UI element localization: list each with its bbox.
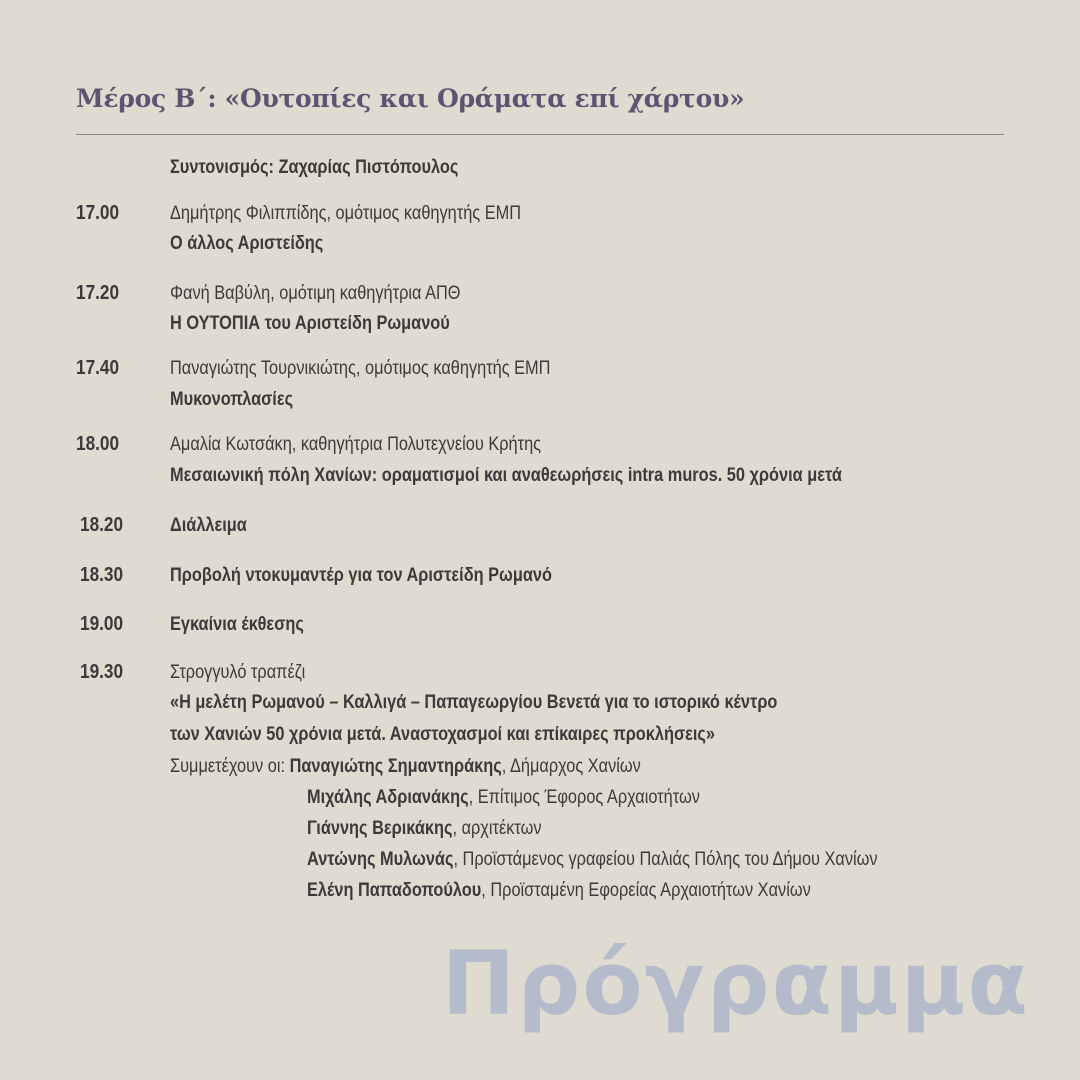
session-time: 17.00: [76, 202, 120, 224]
title-divider: [76, 134, 1004, 135]
participant-row: [307, 880, 811, 902]
event-time: 18.20: [80, 514, 124, 536]
participant-name: Γιάννης Βερικάκης: [307, 818, 453, 839]
session-time: 17.20: [76, 282, 120, 304]
speaker-affiliation: , ομότιμος καθηγητής ΕΜΠ: [326, 203, 522, 224]
speaker-name: Αμαλία Κωτσάκη: [170, 434, 292, 455]
participant-name: Ελένη Παπαδοπούλου: [307, 880, 482, 901]
speaker-affiliation: , ομότιμη καθηγήτρια ΑΠΘ: [270, 283, 461, 304]
event-label: Προβολή ντοκυμαντέρ για τον Αριστείδη Ρωμανό: [170, 565, 552, 586]
participant-row: [307, 787, 700, 809]
speaker-name: Φανή Βαβύλη: [170, 283, 271, 304]
session-speaker-line: [170, 203, 521, 225]
speaker-name: Δημήτρης Φιλιππίδης: [170, 203, 327, 224]
participant-row: [170, 756, 641, 778]
event-time: 19.00: [80, 613, 124, 635]
participant-role: , Επίτιμος Έφορος Αρχαιοτήτων: [468, 787, 700, 808]
participant-name: Μιχάλης Αδριανάκης: [307, 787, 469, 808]
session-speaker-line: [170, 434, 541, 456]
roundtable-heading: Στρογγυλό τραπέζι: [170, 662, 306, 683]
participant-row: [307, 818, 542, 840]
moderation-line: Συντονισμός: Ζαχαρίας Πιστόπουλος: [170, 157, 459, 178]
talk-title: Μεσαιωνική πόλη Χανίων: οραματισμοί και αναθεωρήσεις intra muros. 50 χρόνια μετά: [170, 465, 842, 486]
participant-role: , αρχιτέκτων: [452, 818, 542, 839]
talk-title: Η ΟΥΤΟΠΙΑ του Αριστείδη Ρωμανού: [170, 313, 450, 334]
roundtable-title-line-2: των Χανιών 50 χρόνια μετά. Αναστοχασμοί και επίκαιρες προκλήσεις»: [170, 724, 716, 745]
speaker-name: Παναγιώτης Τουρνικιώτης: [170, 358, 356, 379]
talk-title: Μυκονοπλασίες: [170, 389, 294, 410]
session-time: 17.40: [76, 357, 120, 379]
participant-name: Αντώνης Μυλωνάς: [307, 849, 454, 870]
participant-role: , Δήμαρχος Χανίων: [501, 756, 641, 777]
participant-name: Παναγιώτης Σημαντηράκης: [289, 756, 502, 777]
page-title: Μέρος Β΄: «Ουτοπίες και Οράματα επί χάρτου»: [76, 84, 745, 113]
participant-role: , Προϊσταμένη Εφορείας Αρχαιοτήτων Χανίων: [481, 880, 811, 901]
session-speaker-line: [170, 283, 461, 305]
programme-watermark: Πρόγραμμα: [441, 932, 1030, 1035]
speaker-affiliation: , καθηγήτρια Πολυτεχνείου Κρήτης: [291, 434, 542, 455]
roundtable-title-line-1: «Η μελέτη Ρωμανού – Καλλιγά – Παπαγεωργίου Βενετά για το ιστορικό κέντρο: [170, 692, 778, 713]
talk-title: Ο άλλος Αριστείδης: [170, 233, 324, 254]
event-time: 18.30: [80, 564, 124, 586]
session-speaker-line: [170, 358, 550, 380]
session-time: 18.00: [76, 433, 120, 455]
participant-row: [307, 849, 878, 871]
speaker-affiliation: , ομότιμος καθηγητής ΕΜΠ: [355, 358, 551, 379]
event-label: Διάλλειμα: [170, 515, 247, 536]
roundtable-time: 19.30: [80, 661, 124, 683]
participant-role: , Προϊστάμενος γραφείου Παλιάς Πόλης του Δήμου Χανίων: [453, 849, 878, 870]
event-label: Εγκαίνια έκθεσης: [170, 614, 304, 635]
participants-label: Συμμετέχουν οι:: [170, 756, 290, 777]
